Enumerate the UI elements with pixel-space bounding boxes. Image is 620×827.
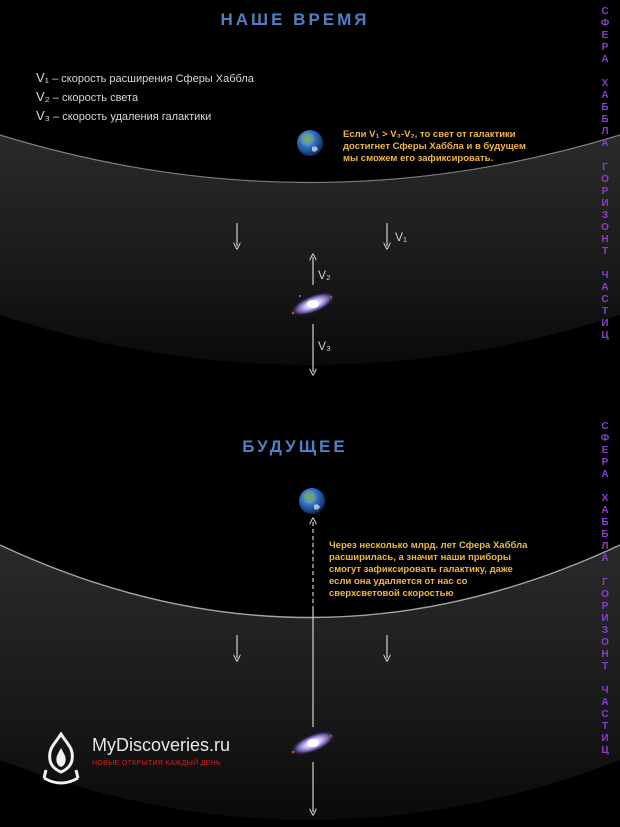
hubble-sphere-band-present: [0, 135, 620, 365]
earth-icon-present: [297, 130, 323, 156]
side-label-letter: А: [601, 505, 609, 516]
legend-item-v1: V₁ – скорость расширения Сферы Хаббла: [36, 70, 254, 85]
side-label-letter: Е: [601, 445, 609, 456]
side-label-letter: И: [601, 198, 609, 209]
side-label-letter: Б: [601, 529, 609, 540]
side-label-letter: А: [601, 282, 609, 293]
side-label-letter: С: [601, 294, 609, 305]
side-label-letter: Т: [601, 721, 609, 732]
side-label-letter: Ц: [601, 745, 609, 756]
side-label-letter: О: [601, 174, 609, 185]
side-label-present: [597, 6, 613, 342]
heading-future: БУДУЩЕЕ: [242, 437, 348, 456]
side-label-letter: Ч: [601, 270, 609, 281]
side-label-letter: О: [601, 222, 609, 233]
side-label-letter: Р: [601, 186, 609, 197]
side-label-letter: А: [601, 553, 609, 564]
side-label-letter: И: [601, 613, 609, 624]
label-v3: V₃: [318, 339, 331, 353]
side-label-letter: Ч: [601, 685, 609, 696]
side-label-letter: А: [601, 90, 609, 101]
side-label-letter: С: [601, 421, 609, 432]
side-label-letter: А: [601, 138, 609, 149]
side-label-letter: Н: [601, 234, 609, 245]
side-label-letter: Т: [601, 661, 609, 672]
logo-name: MyDiscoveries.ru: [92, 735, 231, 755]
side-label-letter: С: [601, 6, 609, 17]
label-v1: V₁: [395, 230, 408, 244]
earth-icon-future: [299, 488, 325, 514]
label-v2: V₂: [318, 268, 331, 282]
legend: [36, 69, 254, 126]
side-label-letter: О: [601, 637, 609, 648]
note-future: Через несколько млрд. лет Сфера Хаббла расширилась, а значит наши приборы смогут зафиксировать галактику, даже если она удаляется от нас со сверхсветовой скоростью: [329, 540, 528, 599]
side-label-letter: Р: [601, 601, 609, 612]
side-label-letter: Р: [601, 457, 609, 468]
side-label-letter: Н: [601, 649, 609, 660]
side-label-letter: Б: [601, 517, 609, 528]
side-label-letter: А: [601, 54, 609, 65]
side-label-letter: Ц: [601, 330, 609, 341]
side-label-letter: З: [601, 625, 609, 636]
side-label-letter: Л: [601, 126, 609, 137]
side-label-letter: И: [601, 733, 609, 744]
side-label-letter: Л: [601, 541, 609, 552]
side-label-letter: Е: [601, 30, 609, 41]
side-label-letter: Т: [601, 246, 609, 257]
side-label-letter: Т: [601, 306, 609, 317]
side-label-letter: Ф: [600, 18, 610, 29]
heading-present: НАШЕ ВРЕМЯ: [220, 10, 370, 29]
side-label-letter: Х: [601, 78, 609, 89]
flame-logo-icon: [40, 732, 82, 786]
side-label-letter: З: [601, 210, 609, 221]
side-label-letter: Х: [601, 493, 609, 504]
side-label-letter: И: [601, 318, 609, 329]
side-label-future: [597, 421, 613, 757]
side-label-letter: С: [601, 709, 609, 720]
side-label-letter: Г: [602, 577, 608, 588]
legend-item-v3: V₃ – скорость удаления галактики: [36, 108, 212, 123]
side-label-letter: Г: [602, 162, 608, 173]
side-label-letter: Б: [601, 114, 609, 125]
side-label-letter: А: [601, 697, 609, 708]
side-label-letter: Ф: [600, 433, 610, 444]
side-label-letter: Б: [601, 102, 609, 113]
site-logo[interactable]: [40, 732, 230, 792]
side-label-letter: А: [601, 469, 609, 480]
side-label-letter: О: [601, 589, 609, 600]
legend-item-v2: V₂ – скорость света: [36, 89, 139, 104]
note-present: Если V₁ > V₃-V₂, то свет от галактики достигнет Сферы Хаббла и в будущем мы сможем его зафиксировать.: [343, 129, 526, 164]
side-label-letter: Р: [601, 42, 609, 53]
logo-tagline: НОВЫЕ ОТКРЫТИЯ КАЖДЫЙ ДЕНЬ: [92, 760, 221, 767]
